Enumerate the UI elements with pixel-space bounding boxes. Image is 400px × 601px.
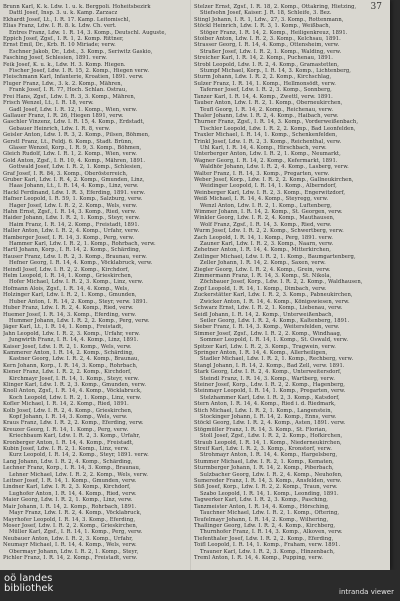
register-entry: Kraus Franz, Ldw. I. R. 2, 2. Komp., Eferding, verw. (3, 420, 144, 427)
register-entry: Helm Leopold, I. R. 14, 1. Komp., Grieskirchen, (3, 273, 133, 280)
register-entry: Kofler Michael, I. R. 14, 2. Komp., Ried, 1891. (3, 401, 129, 408)
register-entry: Trinkl Josef, Ldw. I. R. 2, 3. Komp., Reichenthal, verw. (194, 138, 342, 145)
register-entry: Zwicker Anton, I. R. 14, 4. Komp., Königswiesen, verw. (200, 298, 350, 305)
register-entry: Spitzer Karl, Ldw. I. R. 2, 3. Komp., Tragwein, verw. (194, 343, 337, 350)
register-entry: Eppich Josef, Zgsf., I. R. 1, 2. Komp. Rittner, (3, 36, 124, 43)
register-entry: Ekhardt Josef, Lt., I. R. 17. Kamp. Leitomischl, (3, 16, 131, 23)
register-entry: Streif Karl, Ldw. I. R. 2, 3. Komp., Kronstorf, verw. (194, 446, 332, 453)
register-entry: Moser Josef, Ldw. I. R. 2, 2. Komp., Grieskirchen, (3, 522, 138, 529)
register-entry: Lehner Michael, Ldw. I. R. 2, 2. Komp., Wels, verw. (9, 471, 149, 478)
register-entry: Gallauer Franz, I. R. 26, Hiegen 1891, verw. (3, 112, 124, 119)
register-entry: Haider Johann, Ldw. I. R. 2, 1. Komp., Steyr, verw. (3, 215, 140, 222)
register-entry: Hahn Ernst, Zgsf., I. R. 14, 3. Komp., Ried, verw. (3, 209, 137, 215)
register-entry: Thurner Franz, Zgsf., I. R. 14, 3. Komp., Vorderweißenbach, (194, 119, 359, 126)
register-entry: Uhl Karl, I. R. 14, 4. Komp., Hirschbach, verw. (200, 144, 327, 151)
register-entry: Entres Franz, Ldw. 1. R. 14, 3. Komp., Deutschl. Auguste, (9, 29, 167, 36)
register-entry: Ernst Emil, Dr., Krb. R. 10 Miriade; verw. (3, 42, 116, 49)
register-entry: Thallinger Georg, Ldw. I. R. 2, 4. Komp., Kirchberg, (194, 522, 336, 529)
register-entry: Seidl Johann, I. R. 14, 2. Komp., Unterweißenbach, (194, 311, 334, 318)
register-entry: Hofmann Alois, Zgsf., I. R. 14, 4. Komp., Wels, (3, 285, 130, 292)
register-entry: Zuckerstätter Karl, Ldw. I. R. 2, 3. Komp., Pabneukirchen, (194, 292, 353, 299)
library-logo[interactable] (4, 574, 53, 594)
register-entry: Kopf Johann, I. R. 14, 3. Komp., Wels, verw. (9, 414, 128, 420)
register-entry: Strohmayr Anton, I. R. 14, 4. Komp., Hargelsberg, (200, 452, 338, 459)
register-entry: Strobl Leopold, Ldw. I. R. 2, 4. Komp., Gramastetten, (194, 61, 339, 68)
register-entry: Zöchbauer Josef, Korp., Ldw. I. R. 2, 2. Komp., Waldhausen, (200, 279, 363, 286)
register-entry: Tischler Leopold, Ldw. I. R. 2, 2. Komp., Bad Leonfelden, (200, 125, 356, 132)
column-gutter (190, 0, 191, 570)
register-entry: Sturm Johann, Ldw. I. R. 2, 2. Komp., Kirchschlag, (194, 74, 332, 81)
register-entry: Haas Johann, Lt., I. R. 14, 4. Komp., Linz, verw. (9, 183, 139, 190)
register-entry: Fischer Josef, Ldw. I. R. 15, 2. Komp., Hiegen verw. (9, 68, 150, 75)
register-entry: Hafner Leopold, I. R. 59, 1. Komp., Salzburg, verw. (3, 196, 143, 203)
register-entry: Müller Karl, Zgsf., I. R. 14, 1. Komp., Perg, verw. (9, 529, 143, 536)
register-entry: Mayr Franz, Ldw. I. R. 2, 4. Komp., Vöcklabruck, (9, 510, 142, 517)
register-entry: Holzinger Karl, Ldw. I. R. 2, 1. Komp., Gmunden, (3, 292, 137, 299)
register-entry: Sieber Franz, I. R. 14, 3. Komp., Weitersfelden, verw. (194, 324, 340, 331)
register-entry: Szabo Leopold, I. R. 14, 1. Komp., Leonding, 1891. (200, 490, 339, 497)
register-entry: Thaler Johann, Ldw. I. R. 2, 4. Komp., Haibach, verw. (194, 112, 339, 119)
logo-line-2: bibliothek (4, 583, 54, 594)
register-entry: Hummer Johann, Ldw. I. R. 2, 2. Komp., Perg, verw. (9, 317, 150, 324)
register-entry: Lughofer Anton, I. R. 14, 4. Komp., Ried, verw. (9, 490, 137, 497)
register-entry: Kammerer Anton, I. R. 14, 2. Komp., Schärding, (3, 349, 134, 356)
register-entry: Frank Josef, I. R. 77, Hoch. Schlan. Ostrau, (9, 87, 128, 94)
register-entry: Gerstl Franz, Lt., Feldj. 6. Komp., Stadt. Brünn, (3, 138, 133, 145)
register-entry: Wagner Georg, I. R. 14, 2. Komp., Kefermarkt, 1891. (194, 157, 338, 164)
register-entry: Wenzl Anton, Ldw. I. R. 2, 1. Komp., Luftenberg, (200, 202, 332, 209)
register-entry: Seiler Georg, Ldw. I. R. 2, 4. Komp., Kaltenberg, 1891. (200, 317, 350, 324)
register-entry: Zeller Johann, I. R. 14, 2. Komp., Saxen, verw. (200, 260, 326, 267)
register-entry: Sulzer Franz, I. R. 14, 1. Komp., Hellmonsödt, verw. (194, 80, 337, 87)
register-entry: Hauser Franz, Ldw. I. R. 2, 3. Komp., Braunau, verw. (3, 253, 147, 260)
register-entry: Pichler Franz, I. R. 14, 2. Komp., Freistadt, verw. (3, 554, 138, 561)
register-entry: Jahn Leopold, Ldw. I. R. 2, 3. Komp., Urfahr, verw. (3, 330, 141, 337)
register-entry: Fleischmann Karl, Infanterie, Kroatien, 1891. verw. (3, 74, 144, 81)
register-entry: Straub Leopold, I. R. 14, 1. Komp., Niederneukirchen, (194, 439, 342, 446)
register-entry: Gadl Josef, Ldw. I. R. 12, 1. Komp., Wien, verw. (9, 106, 138, 113)
register-entry: Simmer Josef, Zgsf., Ldw. I. R. 2, 2. Komp., Windhaag, (194, 330, 342, 337)
register-entry: Kastner Georg, Ldw. I. R. 2, 4. Komp., Braunau, (9, 356, 140, 363)
register-entry: Sommer Leopold, I. R. 14, 1. Komp., St. Oswald, verw. (200, 337, 349, 344)
register-entry: Wurm Josef, Ldw. I. R. 2, 2. Komp., Schwertberg, verw. (194, 228, 344, 235)
register-entry: Zeilinger Michael, Ldw. I. R. 2, 1. Komp., Baumgartenberg, (194, 253, 356, 260)
register-entry: Steindl Franz, I. R. 14, 3. Komp., Wartberg, verw. (200, 375, 335, 382)
register-entry: Knoll Anton, Zgsf., I. R. 14, 4. Komp., Vöcklabruck, (3, 388, 142, 395)
register-entry: Hartl Johann, Korp., I. R. 14, 2. Komp., Schärding, (3, 247, 141, 254)
register-entry: Stöckl Georg, Ldw. I. R. 2, 4. Komp., Asten, 1891. verw. (194, 420, 346, 427)
register-entry: Zach Leopold, I. R. 14, 1. Komp., Perg, 1891. verw. (194, 234, 334, 241)
register-entry: Tanzer Karl, I. R. 14, 4. Komp., Zwettl, verw. 1891. (194, 93, 333, 100)
register-entry: Stelzer Ernst, Zgsf., I. R. 18, 2. Komp., Ottakring, Hietzing, (194, 4, 357, 10)
register-entry: Streicher Karl, I. R. 14, 2. Komp., Puchenau, 1891. (194, 55, 333, 62)
register-entry: Gaschler Vinzenz, Ldw. I. R. 15, 4. Komp., Erdstadt, (3, 119, 145, 126)
register-entry: Tiefenthaler Josef, Ldw. I. R. 2, 2. Komp., Eferding, (194, 535, 334, 542)
register-entry: Haim Franz, I. R. 14, 2. Komp., Freistadt, 1891. (9, 221, 140, 228)
register-entry: Lindner Karl, Ldw. I. R. 2, 3. Komp., Kirchdorf, (3, 484, 131, 491)
register-entry: Obermayr Johann, Ldw. I. R. 2, 1. Komp., Steyr, (9, 548, 139, 555)
register-entry: Hammer Karl, Ldw. I. R. 2, 1. Komp., Rohrbach, verw. (9, 241, 156, 248)
register-entry: Fluger Franz, Ldw., 3. k. 2. Komp., Mähren, (3, 80, 123, 87)
register-entry: Jäger Karl, Lt., I. R. 14, 1. Komp., Freistadt, (3, 324, 124, 331)
register-entry: Leitner Josef, I. R. 14, 1. Komp., Gmunden, verw. (3, 478, 137, 485)
register-entry: Heindl Josef, Ldw. I. R. 2, 2. Komp., Kirchdorf, (3, 266, 130, 273)
register-entry: Gottwald Josef, Ldw. I. R. 2, 1. Komp., Schlesien, (9, 164, 143, 171)
left-column (3, 4, 189, 561)
register-entry: Straßer Josef, Ldw. I. R. 2, 1. Komp., Walding, verw. (200, 48, 342, 55)
register-entry: Frei Hans, Zgsf., Ldw. I. R. 3, 3. Komp., Mähren, (3, 93, 136, 100)
register-entry: Ziegler Georg, Ldw. I. R. 2, 4. Komp., Grein, verw. (194, 266, 331, 273)
register-entry: Lang Johann, Ldw. I. R. 2, 4. Komp., Schärding, (3, 458, 133, 465)
register-entry: Weidinger Leopold, I. R. 14, 1. Komp., Alberndorf, (200, 183, 337, 190)
register-entry: Stich Michael, Ldw. I. R. 2, 1. Komp., Langenstein, (194, 407, 333, 414)
register-entry: Waldhör Johann, Ldw. I. R. 2, 4. Komp., Lasberg, verw. (200, 164, 349, 171)
register-entry: Neubauer Anton, Ldw. I. R. 2, 3. Komp., Urfahr, (3, 535, 133, 542)
register-entry: Haller Anton, Ldw. I. R. 2, 4. Komp., Urfahr, verw. (3, 228, 140, 235)
register-entry: Gebauer Heinrich, Ldw. I. R. 8, verw. (9, 125, 111, 132)
register-entry: Frisch Wenzel, Lt., I. R. 18, verw. (3, 100, 94, 107)
register-entry: Kiener Franz, Ldw. I. R. 2, 2. Komp., Kirchdorf, (3, 369, 132, 376)
register-entry: Winkler Georg, Ldw. I. R. 2, 4. Komp., Mauthausen, (194, 215, 335, 222)
register-entry: Stummer Michael, Ldw. I. R. 2, 1. Komp., Kematen, (194, 458, 334, 465)
register-entry: Glaser Wenzel, Korp., I. R. 9, 3. Komp., Böhmen, (9, 144, 142, 151)
register-entry: Trauner Karl, Ldw. I. R. 2, 3. Komp., Hinzenbach, (200, 548, 335, 555)
register-entry: Graf Josef, I. R. 84, 3. Komp., Oberösterreich, (3, 170, 128, 177)
register-entry: Kern Johann, Korp., I. R. 14, 3. Komp., Rohrbach, (3, 362, 138, 369)
register-entry: Stoiber Anton, Ldw. I. R. 2, 3. Komp., Kelchsau, 1891. (194, 36, 341, 43)
register-entry: Stelzhammer Karl, Ldw. I. R. 2, 3. Komp., Katsdorf, (200, 394, 340, 401)
register-entry: Tagwerker Karl, Ldw. I. R. 2, 3. Komp., Pasching, (194, 497, 329, 504)
register-entry: Gleich Rudolf, Ldw. I. R. 1, 2. Komp., Wien, verw. (3, 151, 138, 158)
register-entry: Thurnhofer Franz, I. R. 14, 3. Komp., Alkoven, verw. (200, 529, 343, 536)
register-entry: Elias Franz, Ldw. I. R. 8. k. Ldw. Ch. vert. (3, 23, 117, 30)
register-entry: Neumayr Michael, I. R. 14, 4. Komp., Wels, verw. (3, 542, 137, 549)
register-entry: Koch Leopold, Ldw. I. R. 2, 1. Komp., Linz, verw. (9, 394, 142, 401)
register-entry: Zauner Karl, Ldw. I. R. 2, 3. Komp., Naarn, verw. (200, 241, 334, 248)
register-entry: Tauchner Michael, Ldw. I. R. 2, 1. Komp., Oftering, (200, 510, 340, 517)
register-entry: Stingl Johann, I. R. 1, Ldw., 27, 3. Komp., Rottenmann, (194, 16, 344, 23)
register-entry: Kriechbaum Karl, Ldw. I. R. 2, 3. Komp., Urfahr, (9, 433, 141, 440)
register-entry: Stadler Michael, Ldw. I. R. 2, 1. Komp., Rechberg, verw. (200, 356, 354, 363)
register-entry: Steinmayr Leopold, I. R. 14, 1. Komp., Pregarten, verw. (194, 388, 346, 395)
register-entry: Stöger Franz, I. R. 14, 2. Komp., Heiligenkreuz, 1891. (200, 29, 348, 36)
register-entry: Steiner Josef, Korp., Ldw. I. R. 2, 2. Komp., Hagenberg, (194, 381, 345, 388)
register-entry: Weinberger Karl, Ldw. I. R. 2, 3. Komp., Engerwitzdorf, (194, 189, 346, 196)
register-entry: Strasser Georg, I. R. 14, 4. Komp., Ottensheim, verw. (194, 42, 340, 49)
register-entry: Zimmermann Franz, I. R. 14, 3. Komp., St. Nikola, (194, 273, 332, 280)
register-entry: Hackl Ferdinand, Ldw. I. R. 3, Eferding, 1891. verw. (3, 189, 146, 196)
register-entry: Kolb Josef, Ldw. I. R. 2, 4. Komp., Grieskirchen, (3, 407, 133, 414)
register-entry: Stöckl Heinrich, Ldw. I. R. 3, 1. Komp., Weißbach, (194, 23, 331, 30)
page-number: 37 (370, 2, 382, 12)
register-entry: Kronberger Anton, I. R. 14, 4. Komp., Freistadt, (3, 439, 134, 446)
right-column (194, 4, 380, 561)
register-entry: Lechner Franz, Korp., I. R. 14, 3. Komp., Braunau, (3, 465, 141, 472)
register-entry: Stern Anton, I. R. 14, 4. Komp., Ried i. d. Riedmark, (194, 401, 336, 408)
register-entry: Taferner Josef, Ldw. I. R. 2, 3. Komp., Sonnberg, (200, 87, 332, 94)
register-entry: Brunn Karl, K. k. Ldw. 1. u. k. Bergpoli. Hoheitsbezirk (3, 4, 151, 10)
register-entry: Maier Georg, Ldw. I. R. 2, 1. Komp., Linz, verw. (3, 497, 133, 504)
register-entry: Hefner Georg, I. R. 14, 4. Komp., Vöcklabruck, verw. (9, 260, 153, 267)
register-entry: Treml Anton, I. R. 14, 4. Komp., Pupping, verw. (194, 554, 324, 561)
register-entry: Tanzmeister Anton, I. R. 14, 4. Komp., Hörsching, (194, 503, 330, 510)
register-entry: Sulzbacher Georg, Ldw. I. R. 2, 4. Komp., Neuhofen, (200, 471, 343, 478)
register-entry: Kurz Leopold, I. R. 14, 2. Komp., Steyr, 1891. verw. (9, 452, 149, 459)
register-entry: Huemer Josef, I. R. 14, 3. Komp., Eferding, verw. (3, 311, 137, 318)
register-entry: Stiefsohn Josef, Kaiser. J. R. 18, Schleife, 3. Bez. (200, 10, 332, 17)
register-entry: Fasching Josef, Schlesien, 1891. verw. (3, 55, 107, 62)
register-entry: Huber Franz, Ldw. I. R. 2, 4. Komp., Ried, verw. (3, 305, 134, 312)
register-entry: Stögmüller Franz, I. R. 14, 3. Komp., St. Florian, (194, 426, 328, 433)
register-entry: Kreuzer Georg, I. R. 14, 1. Komp., Perg, verw. (3, 426, 129, 433)
logo-line-1: oö landes (4, 573, 53, 584)
register-entry: Eschner Jakob, Dr., Ldst., 3. Komp., Seriwitz Gaskio, (9, 48, 153, 55)
register-entry: Stockinger Johann, I. R. 14, 2. Komp., Enns, verw. (200, 414, 337, 420)
register-entry: Süß Josef, Korp., Ldw. I. R. 2, 2. Komp., Traun, verw. (194, 484, 338, 491)
register-entry: Unterberger Anton, Ldw. I. R. 2, 1. Komp., Neumarkt, (194, 151, 341, 158)
register-entry: Gold Anton, Zgsf., I. R. 10, 4. Komp., Mähren, 1891. (3, 157, 146, 164)
register-entry: Stoll Josef, Zgsf., Ldw. I. R. 2, 2. Komp., Hofkirchen, (200, 433, 343, 440)
register-entry: Dattl Josef, Insp. 3. u. k. Kamp. Zarzacz (9, 10, 118, 17)
register-entry: Hager Josef, Ldw. I. R. 2, 2. Komp., Wels, verw. (9, 202, 138, 209)
viewer-footer-bar (0, 570, 400, 601)
register-entry: Sturmberger Johann, I. R. 14, 2. Komp., Piberbach, (194, 465, 334, 472)
register-entry: Wolf Franz, Zgsf., I. R. 14, 3. Komp., Ried, verw. (200, 221, 332, 228)
register-entry: Weber Josef, Korp., Ldw. I. R. 2, 2. Komp., Gallneukirchen, (194, 176, 354, 183)
register-entry: Geisler Anton, Ldw. I. R. 3, 2. Komp., Pilsen, Böhmen, (3, 132, 150, 139)
register-entry: Zehetner Anton, I. R. 14, 4. Komp., Mitterkirchen, (194, 247, 332, 254)
register-entry: Stangl Johann, I. R. 14, 2. Komp., Bad Zell, verw. 1891. (194, 362, 345, 369)
register-entry: Stark Georg, Ldw. I. R. 2, 4. Komp., Unterweitersdorf, (194, 369, 342, 376)
register-entry: Traxler Michael, I. R. 14, 1. Komp., Schenkenfelden, (194, 132, 338, 139)
register-entry: Sumereder Franz, I. R. 14, 3. Komp., Ansfelden, verw. (194, 478, 342, 485)
viewer-name[interactable]: intranda viewer (339, 588, 394, 596)
register-entry: Gruber Karl, Ldw. I. R. 4, 2. Komp., Gmunden, Linz, (3, 176, 145, 183)
register-entry: Mair Johann, I. R. 14, 2. Komp., Rohrbach, 1891. (3, 503, 137, 510)
register-entry: Zopf Leopold, I. R. 14, 1. Komp., Dimbach, verw. (194, 285, 327, 292)
register-entry: Springer Anton, I. R. 14, 4. Komp., Allerheiligen, (194, 349, 328, 356)
register-entry: Teufl Georg, I. R. 14, 2. Komp., Reichenau, verw. (200, 106, 334, 113)
register-entry: Mayrhofer Leopold, I. R. 14, 3. Komp., Eferding, (3, 516, 136, 523)
register-entry: Kaiser Josef, Ldw. I. R. 2, 1. Komp., Wels, verw. (3, 343, 132, 350)
register-entry: Tauber Anton, Ldw. I. R. 2, 1. Komp., Oberneukirchen, (194, 100, 343, 107)
register-entry: Hofer Michael, Ldw. I. R. 2, 3. Komp., Linz, verw. (9, 279, 144, 286)
register-entry: Schwarz Ernst, Ldw. I. R. 2, 1. Komp., Liebenau, verw. (194, 305, 343, 312)
register-entry: Teufelmayr Johann, I. R. 14, 2. Komp., Wilhering, (194, 516, 329, 523)
register-entry: Hamberger Josef, I. R. 14, 3. Komp., Perg, verw. (3, 234, 135, 241)
register-entry: Toifl Leopold, I. R. 14, 1. Komp., Fraham, verw. 1891. (194, 542, 341, 549)
register-entry: Kirchmayr Josef, I. R. 14, 1. Komp., Steyr, verw. (9, 375, 140, 382)
register-entry: Jungwirth Franz, I. R. 14, 4. Komp., Linz, 1891. (9, 337, 139, 344)
register-entry: Feik Josef, K. u. k., Ldw. H. 3. Komp. Hiegen. (3, 61, 126, 68)
register-entry: Weiß Michael, I. R. 14, 4. Komp., Steyregg, verw. (194, 196, 329, 203)
register-entry: Huber Anton, I. R. 14, 2. Komp., Steyr, verw. 1891. (9, 298, 148, 305)
register-entry: Walter Franz, I. R. 14, 3. Komp., Pregarten, verw. (194, 170, 330, 177)
register-entry: Kubin Josef, Ldw. I. R. 2, 1. Komp., Linz, verw. (3, 446, 129, 453)
register-entry: Wimmer Johann, I. R. 14, 2. Komp., St. Georgen, verw. (194, 209, 343, 215)
register-entry: Klinger Karl, Ldw. I. R. 2, 3. Komp., Gmunden, verw. (3, 381, 147, 388)
register-entry: Stumpf Michael, Korp., I. R. 14, 3. Komp., Lichtenberg, (200, 68, 352, 75)
